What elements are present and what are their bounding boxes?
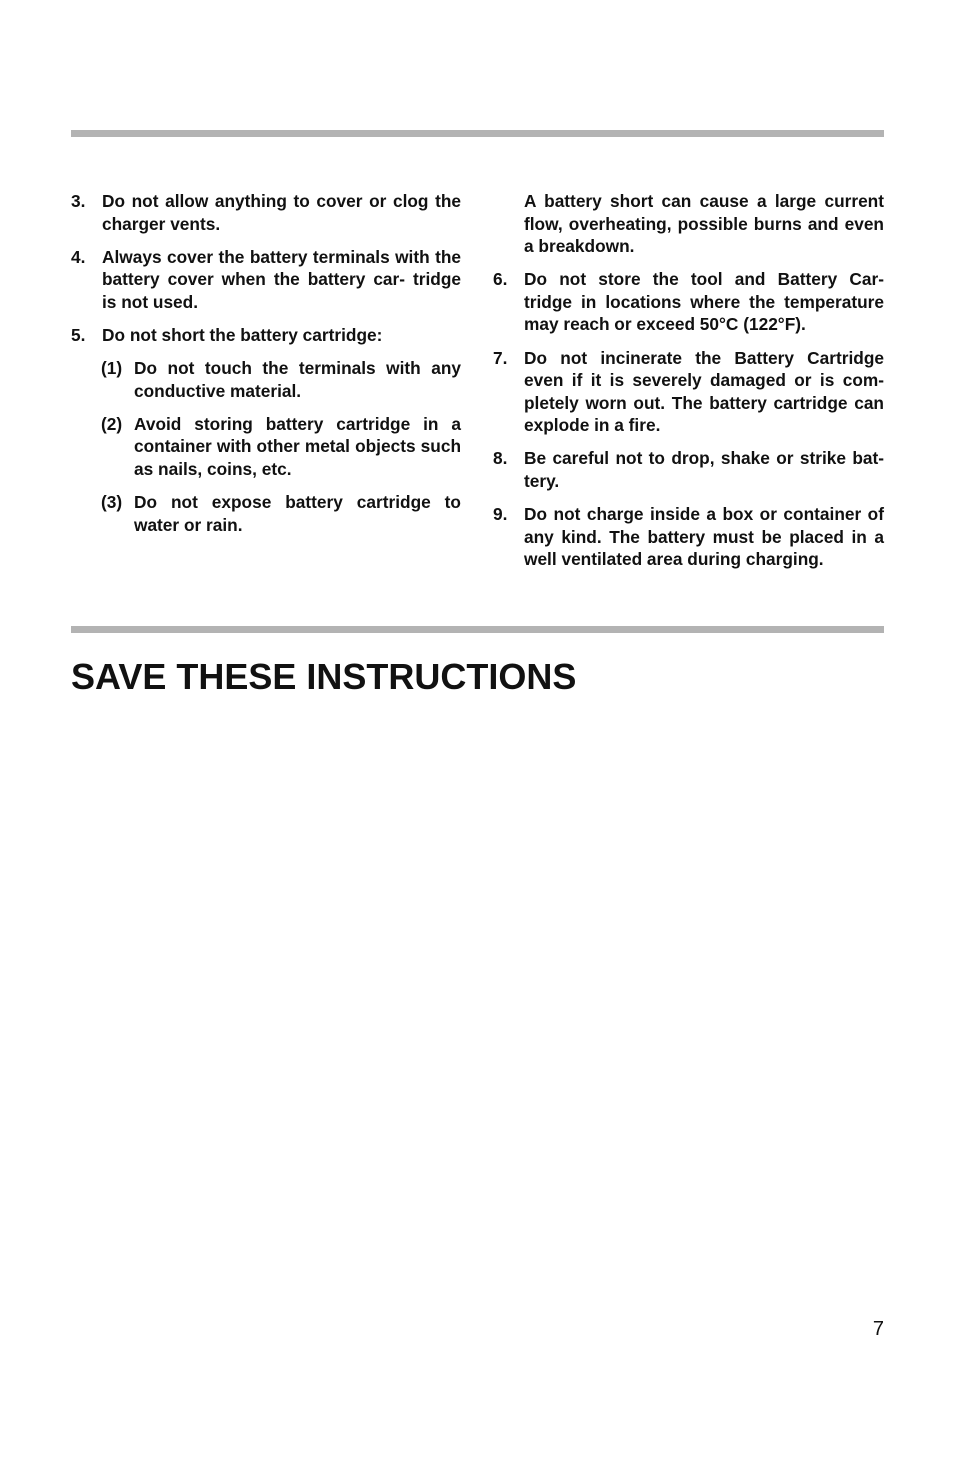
item-text: Always cover the battery terminals with the battery cover when the battery car- tridge is not used.: [102, 246, 461, 312]
item-text: Do not charge inside a box or container of any kind. The battery must be placed in a well ventilated area during charging.: [524, 504, 884, 570]
item-number: 4.: [71, 246, 86, 267]
list-item: [493, 268, 884, 336]
sub-list-item: [71, 413, 461, 481]
sub-item-number: (2): [101, 413, 123, 434]
list-item: [493, 503, 884, 571]
page-heading: SAVE THESE INSTRUCTIONS: [71, 656, 577, 697]
top-divider: [71, 130, 884, 137]
section-divider: [71, 626, 884, 633]
item-text: Be careful not to drop, shake or strike bat- tery.: [524, 448, 884, 492]
list-item: [71, 190, 461, 235]
sub-item-number: (3): [101, 492, 123, 513]
list-item: [71, 324, 461, 347]
item-number: 8.: [493, 448, 508, 469]
sub-list-item: [71, 491, 461, 536]
sub-item-text: Do not expose battery cartridge to water or rain.: [134, 492, 461, 535]
item-number: 5.: [71, 324, 86, 345]
left-column: [71, 190, 461, 547]
item-number: 6.: [493, 269, 508, 290]
list-item: [493, 447, 884, 492]
page-number: 7: [872, 1318, 884, 1340]
sub-item-number: (1): [101, 358, 123, 379]
item-number: 9.: [493, 504, 508, 525]
item-text: Do not allow anything to cover or clog the charger vents.: [102, 191, 461, 234]
right-column: [493, 190, 884, 581]
list-item: [493, 347, 884, 437]
sub-item-text: Avoid storing battery cartridge in a container with other metal objects such as nails, coins, etc.: [134, 413, 461, 479]
item-number: 7.: [493, 347, 508, 368]
item-number: 3.: [71, 191, 86, 211]
item-text: Do not short the battery cartridge:: [102, 324, 383, 345]
list-item: [71, 246, 461, 314]
sub-item-text: Do not touch the terminals with any conductive material.: [134, 358, 461, 401]
item-text: Do not store the tool and Battery Car- tridge in locations where the temperature may reach or exceed 50°C (122°F).: [524, 269, 884, 335]
sub-list-item: [71, 357, 461, 402]
item-text: Do not incinerate the Battery Cartridge even if it is severely damaged or is com- pletely worn out. The battery cartridge can explode in a fire.: [524, 347, 884, 436]
continuation-paragraph: A battery short can cause a large current flow, overheating, possible burns and even a breakdown.: [524, 191, 884, 257]
